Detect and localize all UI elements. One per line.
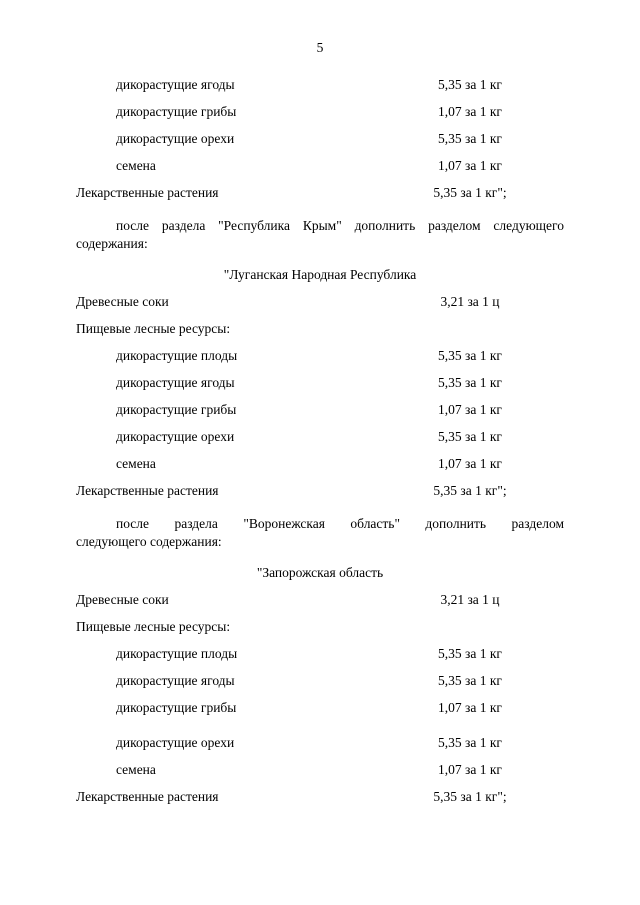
rate-row [0, 482, 640, 500]
resource-name: Древесные соки [76, 294, 169, 309]
resource-name: дикорастущие ягоды [116, 77, 235, 92]
rate-row [0, 157, 640, 175]
resource-name: дикорастущие орехи [116, 131, 235, 146]
resource-name: дикорастущие плоды [116, 348, 238, 363]
resource-name: дикорастущие ягоды [116, 673, 235, 688]
rate-row [0, 184, 640, 202]
paragraph-line: после раздела "Воронежская область" дополнить разделом [116, 516, 564, 531]
resource-name: дикорастущие плоды [116, 646, 238, 661]
resource-rate: 1,07 за 1 кг [438, 700, 502, 715]
resource-rate: 5,35 за 1 кг [438, 735, 502, 750]
resource-rate: 5,35 за 1 кг [438, 429, 502, 444]
section-heading: "Запорожская область [256, 565, 384, 580]
resource-rate: 1,07 за 1 кг [438, 158, 502, 173]
resource-rate: 5,35 за 1 кг"; [433, 789, 507, 804]
resource-name: дикорастущие грибы [116, 104, 237, 119]
rate-row [0, 428, 640, 446]
rate-row [0, 672, 640, 690]
rate-row [0, 618, 640, 636]
rate-row [0, 320, 640, 338]
rate-row [0, 76, 640, 94]
amendment-paragraph [76, 515, 564, 551]
resource-rate: 3,21 за 1 ц [440, 294, 500, 309]
resource-rate: 3,21 за 1 ц [440, 592, 500, 607]
rate-row [0, 401, 640, 419]
resource-name: Древесные соки [76, 592, 169, 607]
resource-rate: 5,35 за 1 кг [438, 348, 502, 363]
paragraph-line: следующего содержания: [76, 534, 222, 549]
resource-name: дикорастущие грибы [116, 700, 237, 715]
resource-name: дикорастущие орехи [116, 735, 235, 750]
rate-row [0, 645, 640, 663]
rate-row [0, 293, 640, 311]
rate-row [0, 761, 640, 779]
resource-name: Лекарственные растения [76, 185, 219, 200]
resource-rate: 1,07 за 1 кг [438, 104, 502, 119]
rate-row [0, 103, 640, 121]
rate-row [0, 347, 640, 365]
resource-name: Пищевые лесные ресурсы: [76, 619, 231, 634]
resource-name: семена [116, 158, 156, 173]
resource-rate: 5,35 за 1 кг"; [433, 483, 507, 498]
rate-row [0, 591, 640, 609]
resource-rate: 5,35 за 1 кг [438, 673, 502, 688]
resource-rate: 5,35 за 1 кг [438, 77, 502, 92]
rate-row [0, 699, 640, 717]
section-heading: "Луганская Народная Республика [223, 267, 417, 282]
resource-rate: 5,35 за 1 кг [438, 375, 502, 390]
amendment-paragraph [76, 217, 564, 253]
resource-name: Пищевые лесные ресурсы: [76, 321, 231, 336]
rate-row [0, 788, 640, 806]
resource-name: семена [116, 762, 156, 777]
paragraph-line: содержания: [76, 236, 148, 251]
resource-rate: 5,35 за 1 кг [438, 131, 502, 146]
resource-rate: 5,35 за 1 кг"; [433, 185, 507, 200]
resource-rate: 1,07 за 1 кг [438, 402, 502, 417]
resource-rate: 5,35 за 1 кг [438, 646, 502, 661]
resource-name: дикорастущие ягоды [116, 375, 235, 390]
rate-row [0, 374, 640, 392]
page-number: 5 [316, 40, 324, 55]
rate-row [0, 734, 640, 752]
resource-name: Лекарственные растения [76, 789, 219, 804]
resource-rate: 1,07 за 1 кг [438, 762, 502, 777]
resource-name: дикорастущие орехи [116, 429, 235, 444]
resource-name: семена [116, 456, 156, 471]
resource-name: дикорастущие грибы [116, 402, 237, 417]
rate-row [0, 455, 640, 473]
resource-rate: 1,07 за 1 кг [438, 456, 502, 471]
rate-row [0, 130, 640, 148]
resource-name: Лекарственные растения [76, 483, 219, 498]
paragraph-line: после раздела "Республика Крым" дополнить разделом следующего [116, 218, 564, 233]
